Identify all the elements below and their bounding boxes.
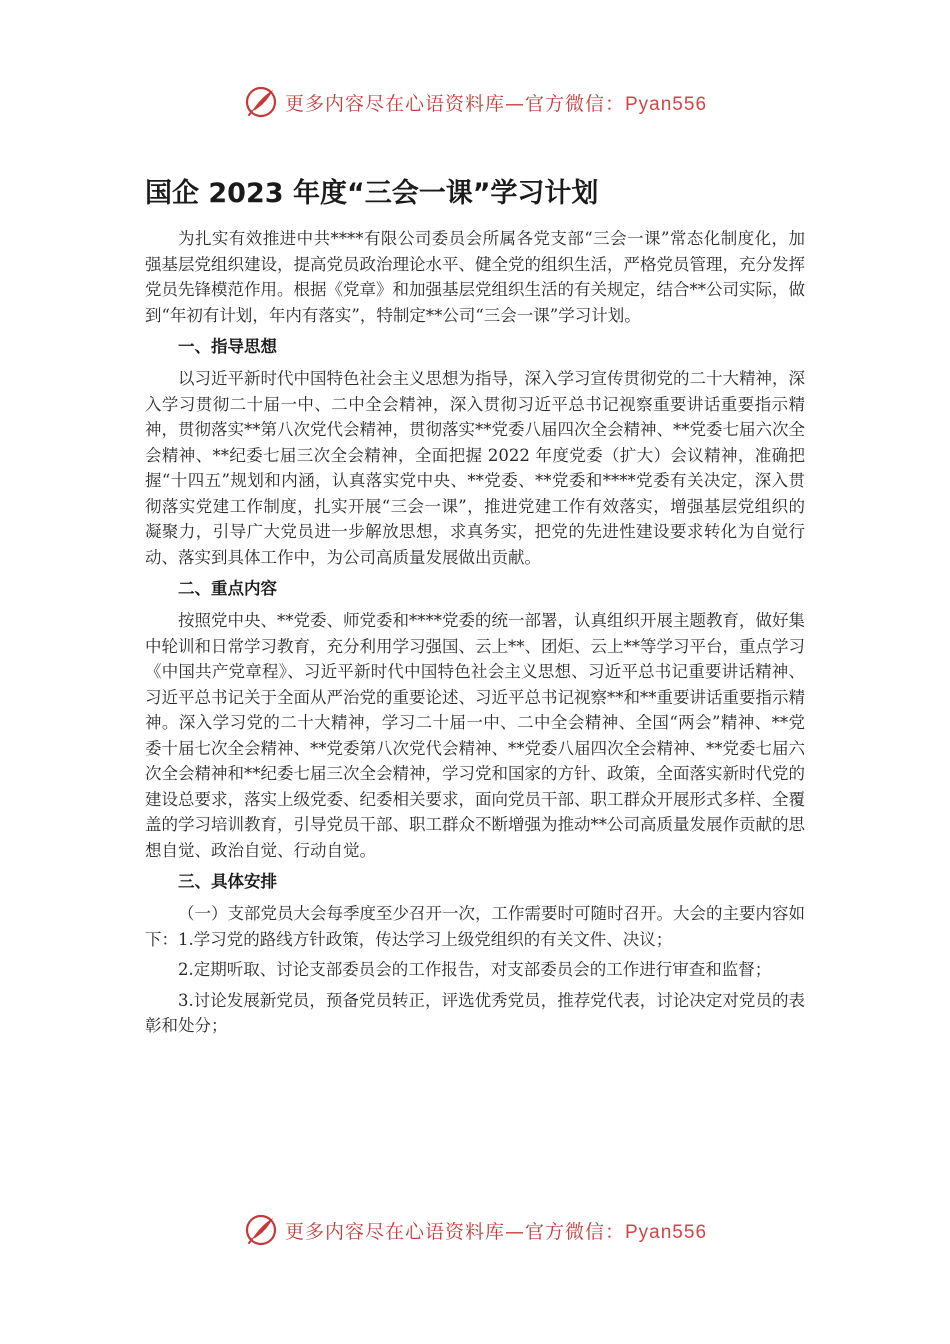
arrangement-paragraph-1: （一）支部党员大会每季度至少召开一次，工作需要时可随时召开。大会的主要内容如下：1.学习党的路线方针政策，传达学习上级党组织的有关文件、决议； bbox=[145, 904, 805, 949]
footer-banner bbox=[0, 1208, 950, 1252]
document-body bbox=[145, 168, 805, 1044]
section-body-guiding-ideology: 以习近平新时代中国特色社会主义思想为指导，深入学习宣传贯彻党的二十大精神，深入学习贯彻二十届一中、二中全会精神，深入贯彻习近平总书记视察重要讲话重要指示精神，贯彻落实**第八次党代会精神，贯彻落实**党委八届四次全会精神、**党委七届六次全会精神、**纪委七届三次全会精神，全面把握 2022 年度党委（扩大）会议精神，准确把握“十四五”规划和内涵，认真落实党中央、**党委、**党委和****党委有关决定，深入贯彻落实党建工作制度，扎实开展“三会一课”，推进党建工作有效落实，增强基层党组织的凝聚力，引导广大党员进一步解放思想，求真务实，把党的先进性建设要求转化为自觉行动、落实到具体工作中，为公司高质量发展做出贡献。 bbox=[145, 369, 805, 567]
arrangement-paragraph-2: 2.定期听取、讨论支部委员会的工作报告，对支部委员会的工作进行审查和监督； bbox=[178, 960, 772, 979]
intro-paragraph: 为扎实有效推进中共****有限公司委员会所属各党支部“三会一课”常态化制度化，加强基层党组织建设，提高党员政治理论水平、健全党的组织生活，严格党员管理，充分发挥党员先锋模范作用。根据《党章》和加强基层党组织生活的有关规定，结合**公司实际，做到“年初有计划，年内有落实”，特制定**公司“三会一课”学习计划。 bbox=[145, 229, 805, 325]
banner-text: 更多内容尽在心语资料库—官方微信：Pyan556 bbox=[284, 92, 708, 115]
section-body-key-content: 按照党中央、**党委、师党委和****党委的统一部署，认真组织开展主题教育，做好集中轮训和日常学习教育，充分利用学习强国、云上**、团炬、云上**等学习平台，重点学习《中国共产党章程》、习近平新时代中国特色社会主义思想、习近平总书记重要讲话精神、习近平总书记关于全面从严治党的重要论述、习近平总书记视察**和**重要讲话重要指示精神。深入学习党的二十大精神，学习二十届一中、二中全会精神、全国“两会”精神、**党委十届七次全会精神、**党委第八次党代会精神、**党委八届四次全会精神、**党委七届六次全会精神和**纪委七届三次全会精神，学习党和国家的方针、政策，全面落实新时代党的建设总要求，落实上级党委、纪委相关要求，面向党员干部、职工群众开展形式多样、全覆盖的学习培训教育，引导党员干部、职工群众不断增强为推动**公司高质量发展作贡献的思想自觉、政治自觉、行动自觉。 bbox=[145, 611, 805, 860]
section-heading-key-content: 二、重点内容 bbox=[178, 579, 277, 598]
banner-text: 更多内容尽在心语资料库—官方微信：Pyan556 bbox=[284, 1220, 708, 1243]
section-heading-guiding-ideology: 一、指导思想 bbox=[178, 337, 277, 356]
section-heading-arrangements: 三、具体安排 bbox=[178, 872, 277, 891]
quill-logo-icon bbox=[243, 1212, 279, 1248]
header-banner bbox=[0, 80, 950, 124]
quill-logo-icon bbox=[243, 84, 279, 120]
arrangement-paragraph-3: 3.讨论发展新党员，预备党员转正，评选优秀党员，推荐党代表，讨论决定对党员的表彰和处分； bbox=[145, 990, 805, 1035]
document-title: 国企 2023 年度“三会一课”学习计划 bbox=[145, 178, 599, 209]
